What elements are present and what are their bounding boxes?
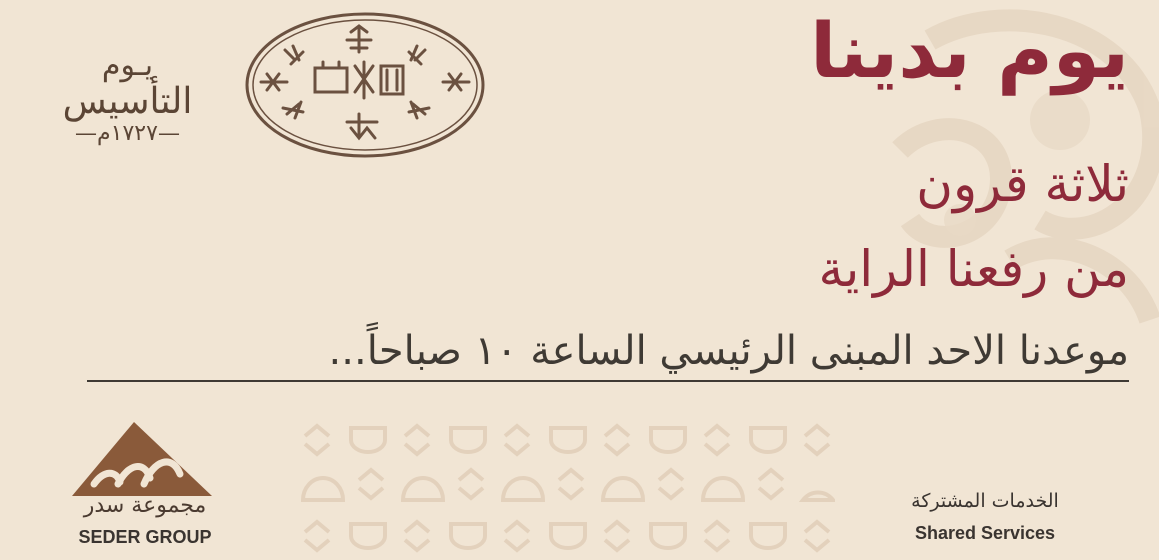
shared-services-english: Shared Services bbox=[914, 523, 1056, 543]
traditional-pattern-decoration bbox=[295, 418, 835, 560]
main-headline: يوم بدينا bbox=[810, 6, 1129, 95]
founding-year: —١٧٢٧م— bbox=[75, 121, 180, 146]
seder-group-name-english: SEDER GROUP bbox=[78, 527, 212, 547]
meeting-announcement: موعدنا الاحد المبنى الرئيسي الساعة ١٠ صباحاً... bbox=[87, 322, 1129, 382]
subheadline-raising-banner: من رفعنا الراية bbox=[818, 240, 1129, 298]
founding-day-word: يـوم bbox=[101, 48, 154, 83]
founding-word: التأسيس bbox=[62, 81, 193, 122]
subheadline-three-centuries: ثلاثة قرون bbox=[916, 155, 1129, 213]
shared-services-arabic: الخدمات المشتركة bbox=[911, 490, 1059, 512]
seder-mountain-logo-icon bbox=[72, 418, 212, 496]
seder-group-name-arabic: مجموعة سدر bbox=[83, 493, 207, 518]
founding-day-wordmark bbox=[25, 50, 230, 146]
founding-day-seal-icon bbox=[243, 10, 488, 160]
